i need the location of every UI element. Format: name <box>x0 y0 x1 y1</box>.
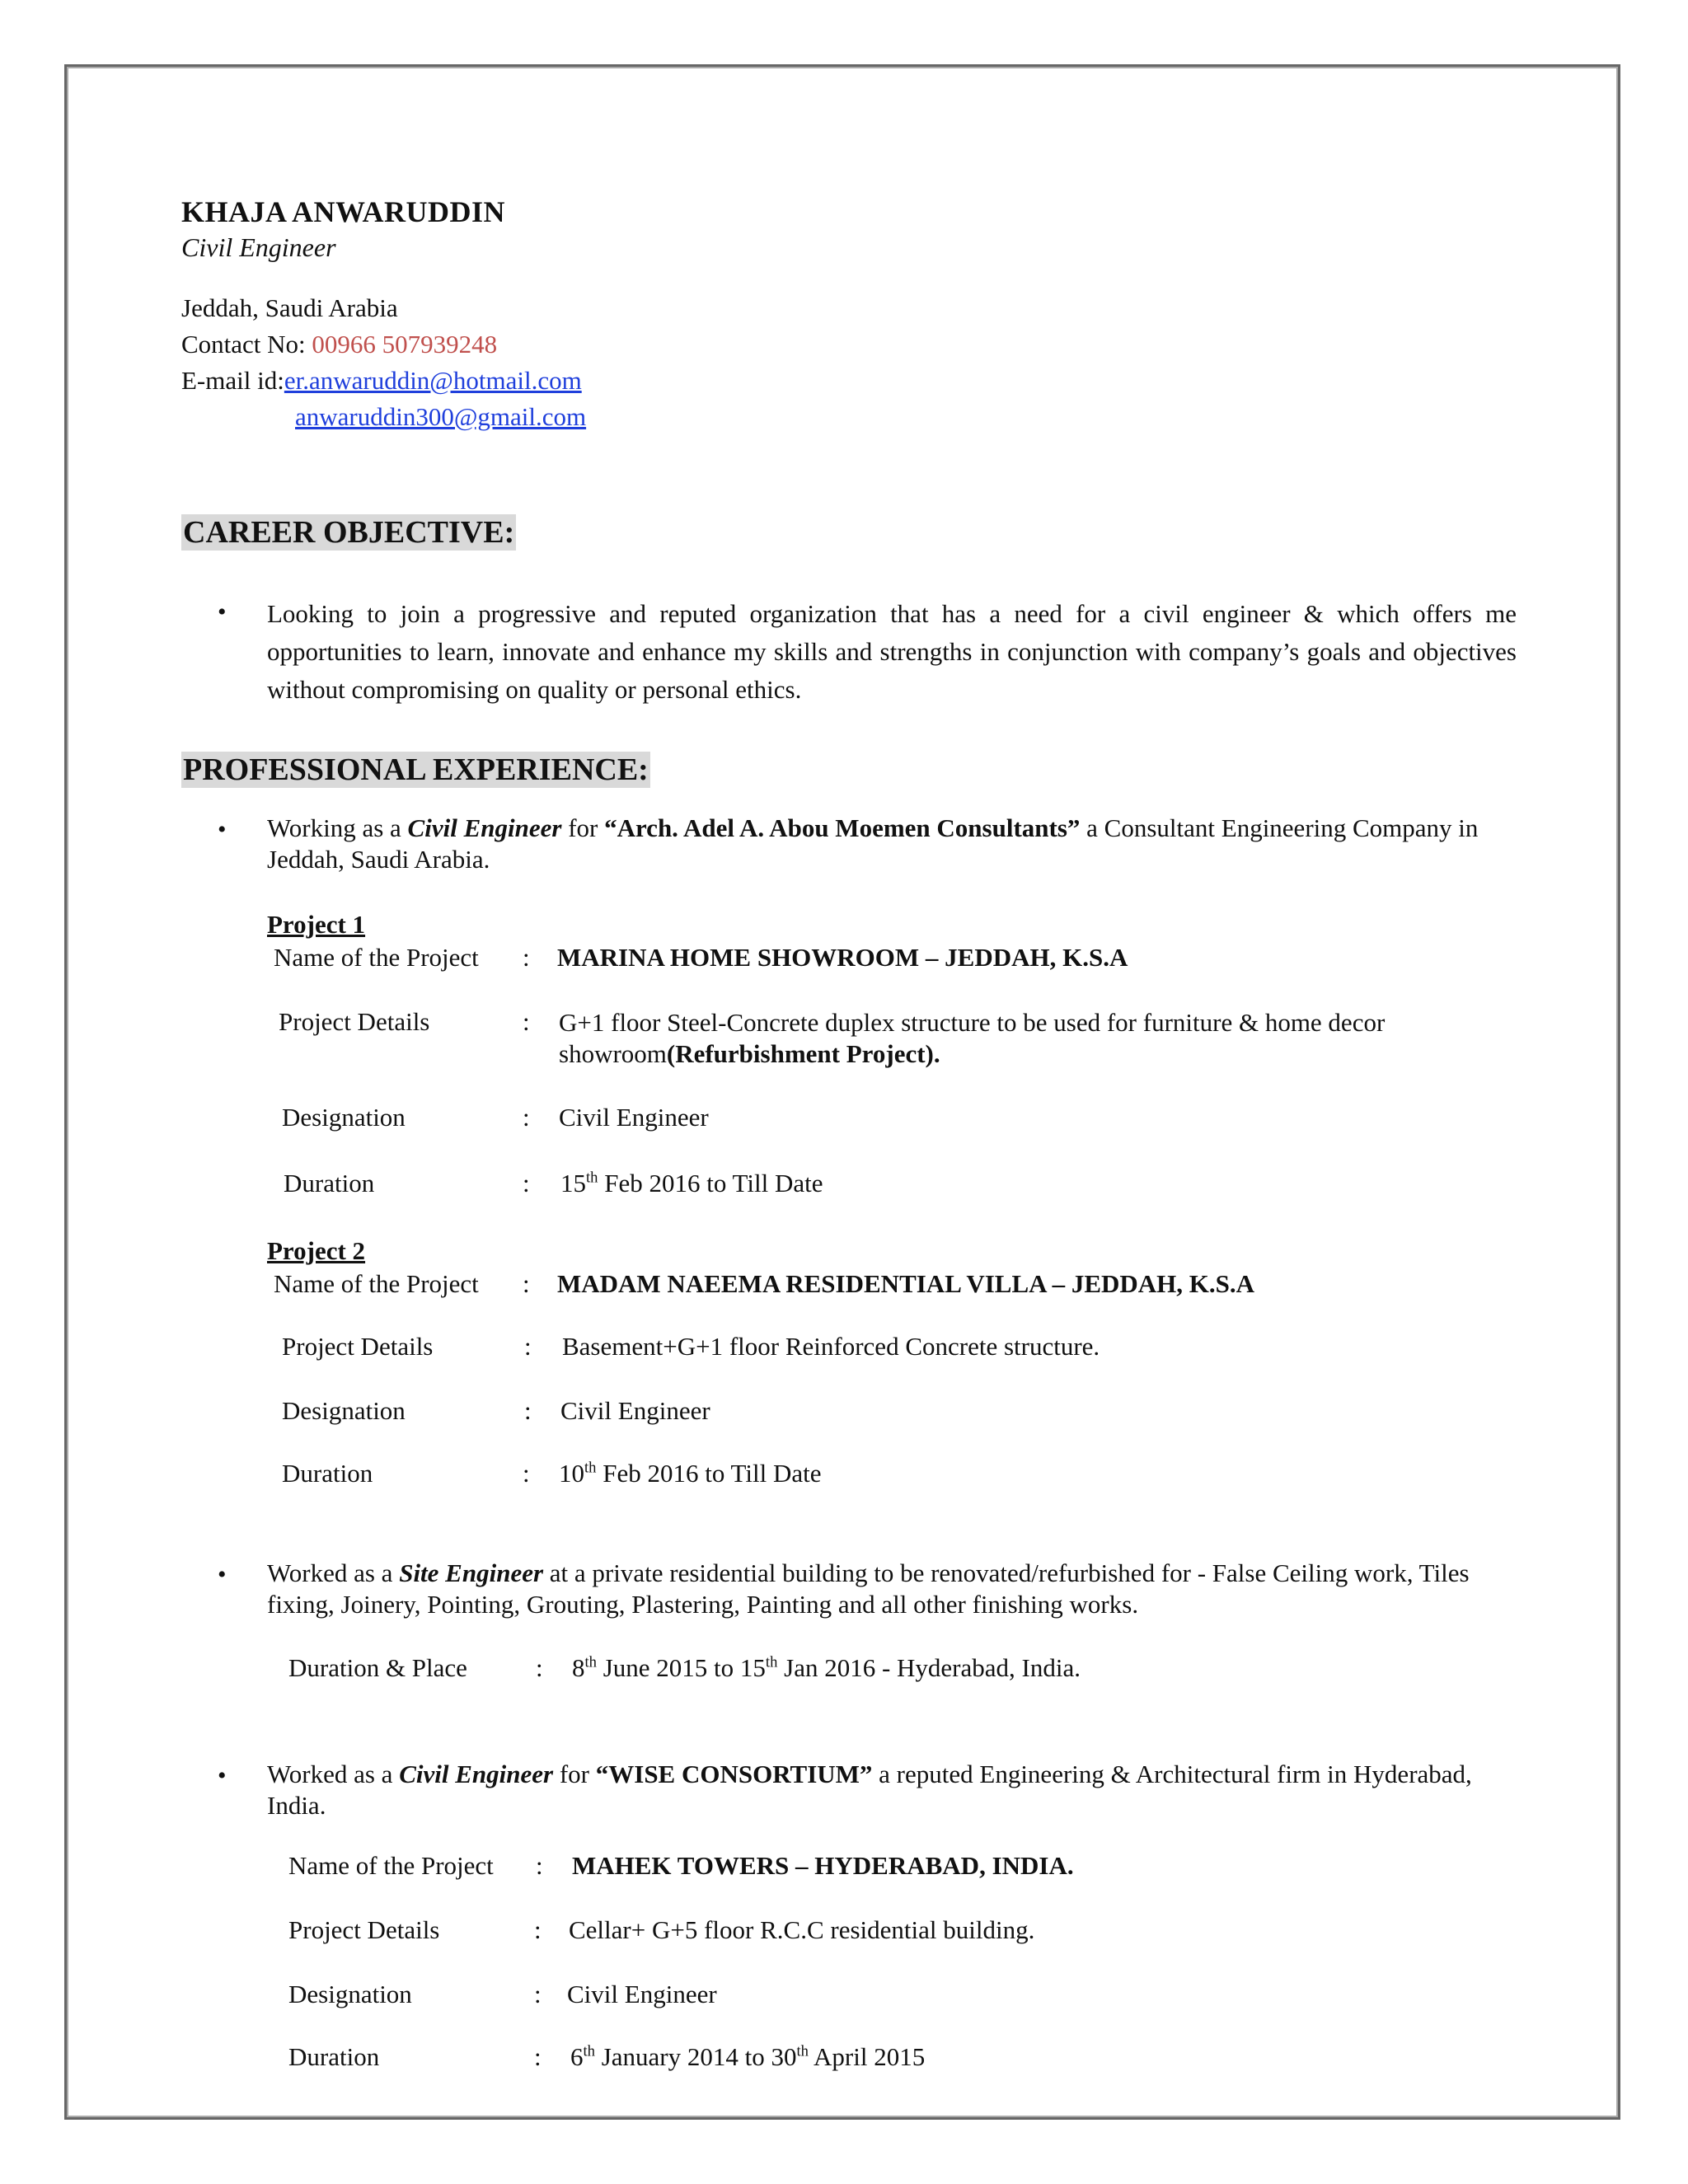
project1-details: G+1 floor Steel-Concrete duplex structure to be used for furniture & home decor showroom(Refurbishment Project). <box>559 1008 1386 1068</box>
project1-designation: Civil Engineer <box>559 1103 709 1132</box>
email-primary-link[interactable]: er.anwaruddin@hotmail.com <box>284 366 582 395</box>
project1-details-label: Project Details <box>279 1007 430 1036</box>
colon: : <box>523 943 530 972</box>
email-line <box>181 366 582 396</box>
candidate-title: Civil Engineer <box>181 232 336 262</box>
project1-name: MARINA HOME SHOWROOM – JEDDAH, K.S.A <box>557 943 1128 972</box>
bullet: • <box>218 1561 227 1588</box>
job3-details-label: Project Details <box>288 1915 440 1944</box>
project2-name-label: Name of the Project <box>274 1269 479 1298</box>
job3-role: Civil Engineer <box>399 1760 554 1788</box>
job3-company: “WISE CONSORTIUM” <box>595 1760 873 1788</box>
job3-designation-label: Designation <box>288 1980 412 2008</box>
project2-duration: 10th Feb 2016 to Till Date <box>559 1459 822 1488</box>
bullet: • <box>218 816 227 843</box>
colon: : <box>523 1007 530 1036</box>
email-secondary-link[interactable]: anwaruddin300@gmail.com <box>295 402 587 431</box>
job1-role: Civil Engineer <box>407 813 562 842</box>
job2-duration-place: 8th June 2015 to 15th Jan 2016 - Hyderabad, India. <box>572 1653 1081 1682</box>
career-objective-heading: CAREER OBJECTIVE: <box>183 515 515 550</box>
job2-duration-label: Duration & Place <box>288 1653 467 1682</box>
job3-name-label: Name of the Project <box>288 1851 494 1880</box>
contact-label: Contact No: <box>181 330 312 359</box>
project1-duration-label: Duration <box>284 1169 375 1197</box>
colon: : <box>534 1915 542 1944</box>
colon: : <box>523 1269 530 1298</box>
candidate-name: KHAJA ANWARUDDIN <box>181 195 506 228</box>
project2-designation: Civil Engineer <box>560 1396 710 1425</box>
email-label: E-mail id: <box>181 366 284 395</box>
location: Jeddah, Saudi Arabia <box>181 293 398 322</box>
colon: : <box>536 1653 543 1682</box>
project1-duration: 15th Feb 2016 to Till Date <box>560 1169 823 1197</box>
job1-description: Working as a Civil Engineer for “Arch. Adel A. Abou Moemen Consultants” a Consultant Engineering Company in Jeddah, Saudi Arabia. <box>267 813 1479 874</box>
project1-name-label: Name of the Project <box>274 943 479 972</box>
project2-name: MADAM NAEEMA RESIDENTIAL VILLA – JEDDAH, K.S.A <box>557 1269 1255 1298</box>
contact-number[interactable]: 00966 507939248 <box>312 330 498 359</box>
contact-line <box>181 330 497 359</box>
career-objective-text: Looking to join a progressive and reputed organization that has a need for a civil engineer & which offers me opportunities to learn, innovate and enhance my skills and strengths in conjunction with company’s goals and objectives without compromising on quality or personal ethics. <box>267 599 1517 704</box>
project1-label: Project 1 <box>267 910 366 939</box>
job3-description: Worked as a Civil Engineer for “WISE CONSORTIUM” a reputed Engineering & Architectural firm in Hyderabad, India. <box>267 1760 1472 1820</box>
email-secondary-line <box>295 402 586 432</box>
project2-details: Basement+G+1 floor Reinforced Concrete structure. <box>562 1332 1100 1361</box>
colon: : <box>534 1980 542 2008</box>
job3-project-name: MAHEK TOWERS – HYDERABAD, INDIA. <box>572 1851 1074 1880</box>
job3-designation: Civil Engineer <box>567 1980 717 2008</box>
colon: : <box>523 1103 530 1132</box>
job1-company: “Arch. Adel A. Abou Moemen Consultants” <box>604 813 1081 842</box>
job2-role: Site Engineer <box>399 1558 544 1587</box>
job2-description: Worked as a Site Engineer at a private residential building to be renovated/refurbished for - False Ceiling work, Tiles fixing, Joinery, Pointing, Grouting, Plastering, Painting and all other finishing works. <box>267 1558 1470 1619</box>
bullet: • <box>218 598 227 626</box>
job3-duration-label: Duration <box>288 2042 380 2071</box>
project2-duration-label: Duration <box>282 1459 373 1488</box>
colon: : <box>524 1332 532 1361</box>
job3-details: Cellar+ G+5 floor R.C.C residential building. <box>569 1915 1035 1944</box>
project2-details-label: Project Details <box>282 1332 434 1361</box>
colon: : <box>534 2042 542 2071</box>
colon: : <box>523 1169 530 1197</box>
project2-label: Project 2 <box>267 1236 366 1265</box>
colon: : <box>524 1396 532 1425</box>
colon: : <box>523 1459 530 1488</box>
bullet: • <box>218 1762 227 1789</box>
job3-duration: 6th January 2014 to 30th April 2015 <box>570 2042 926 2071</box>
colon: : <box>536 1851 543 1880</box>
project1-designation-label: Designation <box>282 1103 406 1132</box>
project2-designation-label: Designation <box>282 1396 406 1425</box>
professional-experience-heading: PROFESSIONAL EXPERIENCE: <box>183 752 649 787</box>
